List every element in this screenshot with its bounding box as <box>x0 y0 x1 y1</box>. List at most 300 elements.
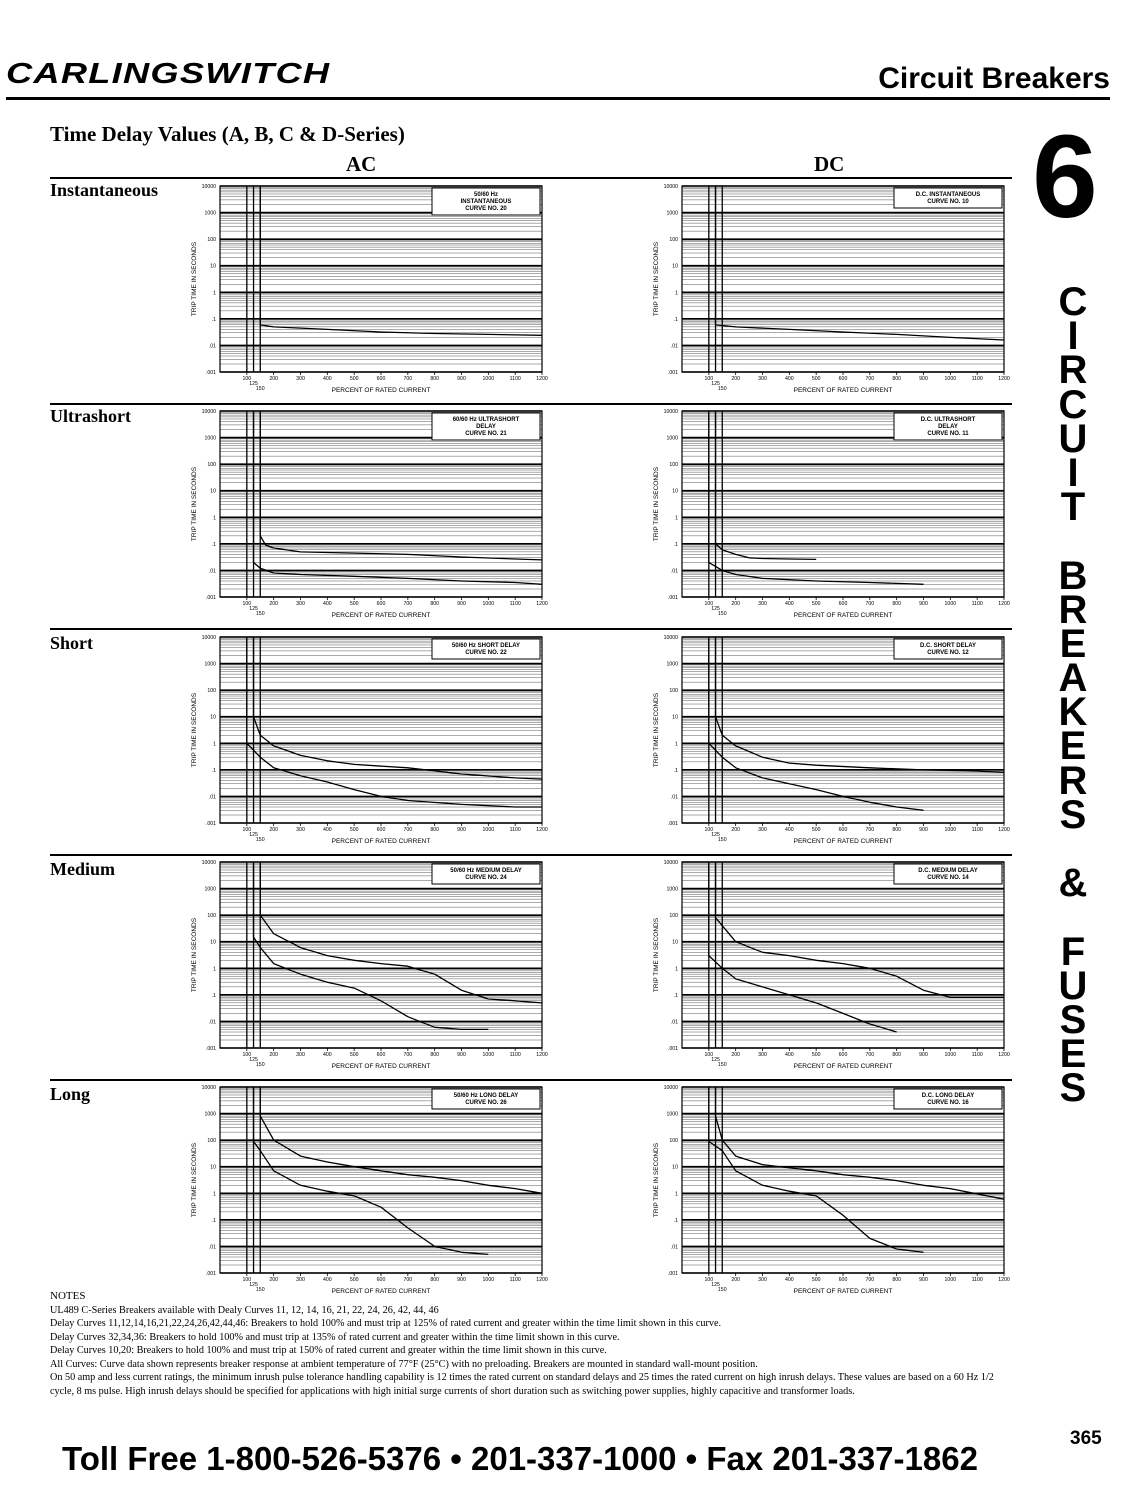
chapter-letter: K <box>1058 690 1088 735</box>
y-tick-label: .001 <box>667 370 678 376</box>
x-tick-label: 200 <box>731 1052 740 1058</box>
curve-title-line: 60/60 Hz ULTRASHORT <box>452 417 520 423</box>
y-tick-label: 1000 <box>204 886 216 893</box>
y-tick-label: 1 <box>213 1191 216 1198</box>
row-label-long: Long <box>50 1084 91 1104</box>
x-tick-label: 700 <box>865 601 875 607</box>
y-tick-label: 10 <box>210 714 216 721</box>
x-extra-tick-label: 125 <box>249 1282 258 1288</box>
curve-title-line: D.C. LONG DELAY <box>921 1093 975 1099</box>
x-tick-label: 1200 <box>998 601 1010 607</box>
x-tick-label: 200 <box>269 601 278 607</box>
trip-curve <box>247 637 542 807</box>
y-tick-label: 1000 <box>666 661 678 668</box>
x-tick-label: 700 <box>403 1277 413 1283</box>
y-tick-label: 10 <box>210 1164 216 1171</box>
y-tick-label: .01 <box>670 343 678 350</box>
header-rule <box>6 97 1110 100</box>
x-extra-tick-label: 150 <box>717 386 727 392</box>
curve-title-line: CURVE NO. 14 <box>927 875 969 881</box>
chart-svg <box>642 854 1014 1075</box>
x-axis-label: PERCENT OF RATED CURRENT <box>331 1288 431 1295</box>
y-tick-label: .001 <box>667 1046 678 1052</box>
x-extra-tick-label: 150 <box>255 1287 265 1293</box>
x-tick-label: 500 <box>349 827 359 833</box>
x-tick-label: 800 <box>892 827 901 833</box>
x-tick-label: 600 <box>838 601 848 607</box>
y-tick-label: .1 <box>673 316 678 323</box>
y-tick-label: .01 <box>670 1244 678 1251</box>
x-tick-label: 100 <box>704 827 714 833</box>
x-tick-label: 400 <box>785 1052 794 1058</box>
y-tick-label: 1000 <box>666 210 678 217</box>
y-tick-label: 10 <box>672 1164 678 1171</box>
chapter-number: 6 <box>1032 111 1098 243</box>
x-tick-label: 600 <box>838 376 848 382</box>
x-tick-label: 300 <box>758 827 767 833</box>
y-tick-label: 100 <box>207 462 216 469</box>
row-label-instantaneous: Instantaneous <box>50 180 159 200</box>
x-tick-label: 300 <box>296 601 305 607</box>
x-tick-label: 1000 <box>482 601 495 607</box>
y-axis-label: TRIP TIME IN SECONDS <box>653 241 660 317</box>
x-tick-label: 500 <box>349 601 359 607</box>
y-tick-label: .01 <box>670 794 678 801</box>
x-tick-label: 800 <box>430 601 439 607</box>
y-tick-label: .001 <box>205 595 216 601</box>
chart-svg <box>180 1079 552 1300</box>
x-extra-tick-label: 150 <box>255 1062 265 1068</box>
x-tick-label: 500 <box>349 376 359 382</box>
y-tick-label: 10 <box>672 714 678 721</box>
x-extra-tick-label: 125 <box>711 606 720 612</box>
y-tick-label: .1 <box>673 767 678 774</box>
y-tick-label: .01 <box>208 568 216 575</box>
y-tick-label: .1 <box>673 1217 678 1224</box>
note-line: Delay Curves 10,20: Breakers to hold 100% and must trip at 150% of rated current and greater within the time limit shown in this curve. <box>50 1345 607 1356</box>
x-tick-label: 400 <box>785 827 794 833</box>
trip-curve <box>716 411 817 559</box>
x-tick-label: 800 <box>892 601 901 607</box>
y-tick-label: 1000 <box>666 886 678 893</box>
trip-curve-chart <box>180 854 552 1080</box>
x-tick-label: 700 <box>865 1052 875 1058</box>
x-tick-label: 100 <box>704 376 714 382</box>
y-tick-label: 1 <box>213 741 216 748</box>
x-extra-tick-label: 150 <box>255 386 265 392</box>
curve-title-line: INSTANTANEOUS <box>460 199 512 205</box>
x-tick-label: 1100 <box>971 827 983 833</box>
y-axis-label: TRIP TIME IN SECONDS <box>191 1142 198 1218</box>
x-tick-label: 800 <box>892 1277 901 1283</box>
column-header-dc: DC <box>814 152 845 176</box>
row-label-ultrashort: Ultrashort <box>50 406 131 426</box>
y-tick-label: .001 <box>205 370 216 376</box>
y-tick-label: .001 <box>667 595 678 601</box>
x-tick-label: 1200 <box>998 1277 1010 1283</box>
x-tick-label: 900 <box>457 827 466 833</box>
x-tick-label: 400 <box>785 601 794 607</box>
x-tick-label: 800 <box>430 376 439 382</box>
curve-title-line: CURVE NO. 11 <box>927 431 969 437</box>
y-tick-label: 10000 <box>201 184 216 190</box>
y-tick-label: 100 <box>669 913 678 920</box>
chapter-letter: U <box>1058 416 1088 461</box>
y-tick-label: 1000 <box>204 661 216 668</box>
y-tick-label: 10000 <box>663 409 678 415</box>
chapter-letter: S <box>1059 792 1087 837</box>
x-tick-label: 400 <box>785 376 794 382</box>
chapter-letter: E <box>1059 724 1087 769</box>
x-tick-label: 1100 <box>971 1277 983 1283</box>
x-tick-label: 300 <box>758 1052 767 1058</box>
x-tick-label: 1200 <box>998 376 1010 382</box>
chapter-letter: C <box>1058 280 1088 324</box>
x-tick-label: 800 <box>892 1052 901 1058</box>
x-tick-label: 100 <box>242 601 252 607</box>
chapter-letter: S <box>1059 1066 1087 1111</box>
y-tick-label: 1000 <box>204 435 216 442</box>
x-tick-label: 900 <box>919 376 928 382</box>
x-tick-label: 900 <box>919 601 928 607</box>
x-tick-label: 1100 <box>509 376 521 382</box>
x-tick-label: 800 <box>430 1052 439 1058</box>
x-tick-label: 500 <box>349 1052 359 1058</box>
x-axis-label: PERCENT OF RATED CURRENT <box>793 838 893 845</box>
x-tick-label: 600 <box>376 376 386 382</box>
x-tick-label: 200 <box>731 376 740 382</box>
y-tick-label: 1 <box>675 966 678 973</box>
y-tick-label: .01 <box>208 794 216 801</box>
x-tick-label: 500 <box>811 601 821 607</box>
x-axis-label: PERCENT OF RATED CURRENT <box>793 1063 893 1070</box>
x-tick-label: 700 <box>403 376 413 382</box>
trip-curve-chart <box>180 178 552 404</box>
y-tick-label: 1 <box>675 741 678 748</box>
x-tick-label: 600 <box>376 1052 386 1058</box>
x-tick-label: 1000 <box>944 1052 957 1058</box>
note-line: On 50 amp and less current ratings, the minimum inrush pulse tolerance handling capability is 12 times the rated current on standard delays and 25 times the rated current on high inrush delays. These values are based on a 60 Hz 1/2 cycle, 8 ms pulse. High inrush delays should be specified for applications with high initial surge currents of short duration such as switching power supplies, highly capacitive and transformer loads. <box>50 1372 994 1397</box>
x-tick-label: 100 <box>704 601 714 607</box>
y-tick-label: .1 <box>211 541 216 548</box>
x-tick-label: 900 <box>457 376 466 382</box>
x-tick-label: 100 <box>242 376 252 382</box>
y-tick-label: .01 <box>670 568 678 575</box>
y-tick-label: .001 <box>667 821 678 827</box>
curve-title-box <box>894 864 1002 884</box>
x-extra-tick-label: 150 <box>717 1287 727 1293</box>
curve-title-line: D.C. SHORT DELAY <box>919 643 977 649</box>
x-tick-label: 500 <box>811 376 821 382</box>
x-tick-label: 1100 <box>971 376 983 382</box>
x-tick-label: 200 <box>731 601 740 607</box>
curve-title-line: DELAY <box>476 424 496 430</box>
trip-curve-chart <box>180 629 552 855</box>
y-tick-label: .001 <box>205 1271 216 1277</box>
y-tick-label: 1000 <box>666 1111 678 1118</box>
x-tick-label: 1000 <box>482 827 495 833</box>
note-line: UL489 C-Series Breakers available with Dealy Curves 11, 12, 14, 16, 21, 22, 24, 26, 42, 44, 46 <box>50 1304 439 1316</box>
y-axis-label: TRIP TIME IN SECONDS <box>653 466 660 542</box>
x-tick-label: 500 <box>811 1277 821 1283</box>
y-tick-label: 1 <box>675 290 678 297</box>
x-tick-label: 900 <box>457 1052 466 1058</box>
trip-curve-chart <box>642 403 1014 629</box>
x-tick-label: 1100 <box>509 1052 521 1058</box>
x-tick-label: 200 <box>269 376 278 382</box>
x-tick-label: 1000 <box>944 827 957 833</box>
x-tick-label: 300 <box>758 376 767 382</box>
chapter-title-vertical <box>1045 280 1101 1111</box>
trip-curve-chart <box>642 178 1014 404</box>
x-axis-label: PERCENT OF RATED CURRENT <box>331 387 431 394</box>
y-tick-label: 1 <box>213 290 216 297</box>
page-number: 365 <box>1070 1428 1102 1449</box>
y-tick-label: 100 <box>669 237 678 244</box>
trip-curve-chart <box>180 1079 552 1305</box>
x-tick-label: 100 <box>704 1052 714 1058</box>
y-tick-label: 10000 <box>201 860 216 866</box>
x-tick-label: 400 <box>323 827 332 833</box>
curve-title-line: CURVE NO. 24 <box>465 875 507 881</box>
y-tick-label: 10 <box>672 488 678 495</box>
notes <box>50 1290 1015 1398</box>
x-tick-label: 1100 <box>971 1052 983 1058</box>
y-tick-label: 1 <box>675 1191 678 1198</box>
curve-title-box <box>432 864 540 884</box>
chapter-letter: B <box>1058 553 1088 598</box>
chapter-letter: I <box>1067 450 1079 495</box>
x-tick-label: 300 <box>296 1052 305 1058</box>
chapter-letter: F <box>1060 929 1086 974</box>
chapter-letter: U <box>1058 963 1088 1008</box>
y-tick-label: .01 <box>208 1019 216 1026</box>
x-extra-tick-label: 125 <box>711 1282 720 1288</box>
x-tick-label: 1200 <box>536 376 548 382</box>
x-tick-label: 100 <box>242 1052 252 1058</box>
x-tick-label: 1200 <box>536 601 548 607</box>
brand-logo: CARLINGSWITCH <box>6 58 331 90</box>
curve-title-box <box>432 1089 540 1109</box>
curve-title-line: D.C. ULTRASHORT <box>920 417 976 423</box>
x-tick-label: 1100 <box>509 827 521 833</box>
x-tick-label: 700 <box>403 1052 413 1058</box>
section-title: Time Delay Values (A, B, C & D-Series) <box>50 122 405 146</box>
chapter-letter: A <box>1058 656 1088 701</box>
y-axis-label: TRIP TIME IN SECONDS <box>653 917 660 993</box>
y-tick-label: 10 <box>210 488 216 495</box>
category-title: Circuit Breakers <box>878 62 1110 95</box>
y-tick-label: 100 <box>669 1138 678 1145</box>
y-tick-label: 1000 <box>666 435 678 442</box>
y-tick-label: 100 <box>207 237 216 244</box>
curve-title-line: D.C. INSTANTANEOUS <box>915 192 981 198</box>
x-extra-tick-label: 125 <box>249 606 258 612</box>
chart-svg <box>642 178 1014 399</box>
x-tick-label: 200 <box>269 827 278 833</box>
x-tick-label: 500 <box>349 1277 359 1283</box>
chapter-letter: E <box>1059 621 1087 666</box>
x-tick-label: 1200 <box>998 1052 1010 1058</box>
x-tick-label: 700 <box>865 376 875 382</box>
y-tick-label: .1 <box>211 992 216 999</box>
chapter-letter: & <box>1058 861 1088 906</box>
x-extra-tick-label: 150 <box>255 611 265 617</box>
chart-svg <box>642 629 1014 850</box>
y-tick-label: 100 <box>669 462 678 469</box>
y-axis-label: TRIP TIME IN SECONDS <box>653 692 660 768</box>
x-tick-label: 900 <box>457 601 466 607</box>
x-tick-label: 1100 <box>971 601 983 607</box>
x-extra-tick-label: 125 <box>711 832 720 838</box>
x-tick-label: 800 <box>430 827 439 833</box>
x-tick-label: 1200 <box>536 1277 548 1283</box>
note-line: Delay Curves 32,34,36: Breakers to hold 100% and must trip at 135% of rated current and greater within the time limit shown in this curve. <box>50 1331 620 1343</box>
x-axis-label: PERCENT OF RATED CURRENT <box>331 1063 431 1070</box>
y-tick-label: 10 <box>210 263 216 270</box>
x-tick-label: 900 <box>919 827 928 833</box>
y-tick-label: 100 <box>207 913 216 920</box>
y-tick-label: .1 <box>211 1217 216 1224</box>
x-tick-label: 300 <box>758 601 767 607</box>
x-tick-label: 500 <box>811 827 821 833</box>
x-tick-label: 400 <box>323 1052 332 1058</box>
curve-title-line: CURVE NO. 12 <box>927 650 969 656</box>
y-tick-label: 10 <box>672 939 678 946</box>
curve-title-line: 50/60 Hz MEDIUM DELAY <box>450 868 522 874</box>
y-tick-label: 10000 <box>663 1085 678 1091</box>
x-extra-tick-label: 150 <box>717 837 727 843</box>
x-tick-label: 600 <box>838 827 848 833</box>
x-extra-tick-label: 125 <box>711 381 720 387</box>
x-tick-label: 700 <box>403 827 413 833</box>
x-tick-label: 900 <box>919 1277 928 1283</box>
x-tick-label: 1000 <box>482 1052 495 1058</box>
trip-curve-chart <box>642 854 1014 1080</box>
row-label-short: Short <box>50 633 94 653</box>
chart-svg <box>180 629 552 850</box>
x-tick-label: 1000 <box>944 601 957 607</box>
y-tick-label: .1 <box>211 767 216 774</box>
curve-title-line: CURVE NO. 21 <box>465 431 507 437</box>
y-tick-label: 100 <box>207 688 216 695</box>
y-tick-label: .01 <box>208 343 216 350</box>
x-tick-label: 600 <box>838 1052 848 1058</box>
x-extra-tick-label: 125 <box>711 1057 720 1063</box>
x-extra-tick-label: 125 <box>249 1057 258 1063</box>
row-label-medium: Medium <box>50 859 115 879</box>
note-line: Delay Curves 11,12,14,16,21,22,24,26,42,44,46: Breakers to hold 100% and must trip at 125% of rated current and greater within the time limit shown in this curve. <box>50 1318 722 1329</box>
chapter-letter: I <box>1067 314 1079 359</box>
curve-title-box <box>894 1089 1002 1109</box>
x-tick-label: 200 <box>731 1277 740 1283</box>
trip-curve-chart <box>642 629 1014 855</box>
trip-curve <box>716 186 1005 340</box>
x-tick-label: 500 <box>811 1052 821 1058</box>
x-tick-label: 700 <box>403 601 413 607</box>
y-tick-label: .01 <box>208 1244 216 1251</box>
x-tick-label: 400 <box>323 1277 332 1283</box>
curve-title-line: 50/60 Hz LONG DELAY <box>453 1093 519 1099</box>
x-tick-label: 700 <box>865 1277 875 1283</box>
x-tick-label: 1200 <box>536 1052 548 1058</box>
x-extra-tick-label: 150 <box>717 1062 727 1068</box>
x-axis-label: PERCENT OF RATED CURRENT <box>793 1288 893 1295</box>
x-tick-label: 200 <box>269 1277 278 1283</box>
x-tick-label: 800 <box>430 1277 439 1283</box>
y-tick-label: 100 <box>207 1138 216 1145</box>
y-axis-label: TRIP TIME IN SECONDS <box>191 241 198 317</box>
x-tick-label: 1000 <box>944 376 957 382</box>
x-tick-label: 1000 <box>944 1277 957 1283</box>
x-tick-label: 600 <box>376 827 386 833</box>
x-tick-label: 1000 <box>482 1277 495 1283</box>
y-tick-label: .1 <box>211 316 216 323</box>
curve-title-line: CURVE NO. 16 <box>927 1100 969 1106</box>
x-tick-label: 400 <box>323 601 332 607</box>
x-extra-tick-label: 125 <box>249 832 258 838</box>
chapter-letter: R <box>1058 587 1088 632</box>
curve-title-box <box>894 639 1002 659</box>
chapter-letter: R <box>1058 758 1088 803</box>
curve-title-box <box>894 188 1002 208</box>
x-tick-label: 700 <box>865 827 875 833</box>
chart-svg <box>180 854 552 1075</box>
x-tick-label: 300 <box>296 1277 305 1283</box>
x-tick-label: 200 <box>731 827 740 833</box>
y-tick-label: 100 <box>669 688 678 695</box>
trip-curve-chart <box>180 403 552 629</box>
curve-title-line: D.C. MEDIUM DELAY <box>918 868 978 874</box>
x-tick-label: 1100 <box>509 1277 521 1283</box>
x-axis-label: PERCENT OF RATED CURRENT <box>793 612 893 619</box>
x-axis-label: PERCENT OF RATED CURRENT <box>331 838 431 845</box>
note-line: All Curves: Curve data shown represents breaker response at ambient temperature of 77°F (25°C) with no preloading. Breakers are mounted in standard wall-mount position. <box>50 1358 758 1370</box>
x-tick-label: 100 <box>704 1277 714 1283</box>
y-tick-label: 10000 <box>663 184 678 190</box>
y-tick-label: .01 <box>670 1019 678 1026</box>
x-tick-label: 400 <box>323 376 332 382</box>
chapter-letter: T <box>1060 485 1086 530</box>
y-tick-label: .001 <box>205 821 216 827</box>
y-tick-label: .1 <box>673 992 678 999</box>
y-axis-label: TRIP TIME IN SECONDS <box>191 692 198 768</box>
y-tick-label: 10000 <box>663 635 678 641</box>
y-axis-label: TRIP TIME IN SECONDS <box>191 466 198 542</box>
chart-svg <box>642 1079 1014 1300</box>
curve-title-line: DELAY <box>938 424 958 430</box>
trip-curve-chart <box>642 1079 1014 1305</box>
y-tick-label: 10000 <box>201 635 216 641</box>
chapter-letter: R <box>1058 348 1088 393</box>
x-tick-label: 1100 <box>509 601 521 607</box>
x-tick-label: 600 <box>376 1277 386 1283</box>
x-tick-label: 900 <box>919 1052 928 1058</box>
x-tick-label: 1000 <box>482 376 495 382</box>
y-axis-label: TRIP TIME IN SECONDS <box>191 917 198 993</box>
x-tick-label: 400 <box>785 1277 794 1283</box>
footer-contact: Toll Free 1-800-526-5376 • 201-337-1000 • Fax 201-337-1862 <box>62 1440 978 1477</box>
curve-title-box <box>432 639 540 659</box>
chapter-letter: C <box>1058 382 1088 427</box>
trip-curve <box>709 1087 924 1252</box>
x-tick-label: 900 <box>457 1277 466 1283</box>
x-tick-label: 600 <box>838 1277 848 1283</box>
y-axis-label: TRIP TIME IN SECONDS <box>653 1142 660 1218</box>
x-axis-label: PERCENT OF RATED CURRENT <box>793 387 893 394</box>
chart-svg <box>180 403 552 624</box>
y-tick-label: 1 <box>213 515 216 522</box>
